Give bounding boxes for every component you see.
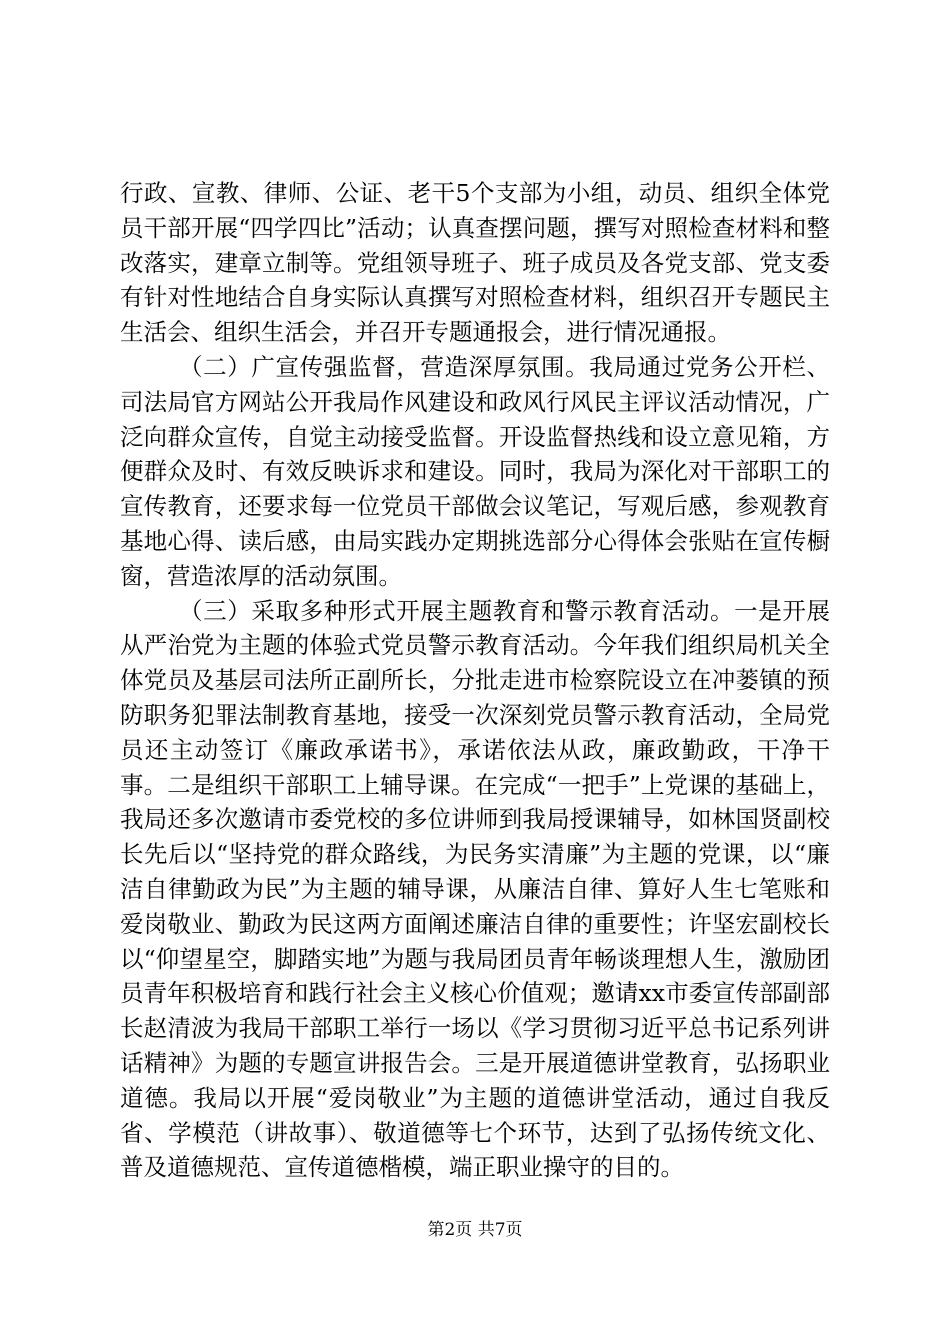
page-number-footer: 第2页 共7页	[427, 1220, 523, 1240]
paragraph-party-branch-groups: 行政、宣教、律师、公证、老干5个支部为小组，动员、组织全体党员干部开展“四学四比”活动；认真查摆问题，撰写对照检查材料和整改落实，建章立制等。党组领导班子、班子成员及各党支部、党支委有针对性地结合自身实际认真撰写对照检查材料，组织召开专题民主生活会、组织生活会，并召开专题通报会，进行情况通报。	[120, 179, 830, 347]
document-body	[120, 176, 830, 1185]
paragraph-publicity-supervision: （二）广宣传强监督，营造深厚氛围。我局通过党务公开栏、司法局官方网站公开我局作风建设和政风行风民主评议活动情况，广泛向群众宣传，自觉主动接受监督。开设监督热线和设立意见箱，方便群众及时、有效反映诉求和建设。同时，我局为深化对干部职工的宣传教育，还要求每一位党员干部做会议笔记，写观后感，参观教育基地心得、读后感，由局实践办定期挑选部分心得体会张贴在宣传橱窗，营造浓厚的活动氛围。	[120, 352, 830, 590]
paragraph-thematic-education: （三）采取多种形式开展主题教育和警示教育活动。一是开展从严治党为主题的体验式党员警示教育活动。今年我们组织局机关全体党员及基层司法所正副所长，分批走进市检察院设立在冲蒌镇的预防职务犯罪法制教育基地，接受一次深刻党员警示教育活动，全局党员还主动签订《廉政承诺书》，承诺依法从政，廉政勤政，干净干事。二是组织干部职工上辅导课。在完成“一把手”上党课的基础上，我局还多次邀请市委党校的多位讲师到我局授课辅导，如林国贤副校长先后以“坚持党的群众路线，为民务实清廉”为主题的党课，以“廉洁自律勤政为民”为主题的辅导课，从廉洁自律、算好人生七笔账和爱岗敬业、勤政为民这两方面阐述廉洁自律的重要性；许坚宏副校长以“仰望星空，脚踏实地”为题与我局团员青年畅谈理想人生，激励团员青年积极培育和践行社会主义核心价值观；邀请xx市委宣传部副部长赵清波为我局干部职工举行一场以《学习贯彻习近平总书记系列讲话精神》为题的专题宣讲报告会。三是开展道德讲堂教育，弘扬职业道德。我局以开展“爱岗敬业”为主题的道德讲堂活动，通过自我反省、学模范（讲故事）、敬道德等七个环节，达到了弘扬传统文化、普及道德规范、宣传道德楷模，端正职业操守的目的。	[120, 596, 830, 1182]
